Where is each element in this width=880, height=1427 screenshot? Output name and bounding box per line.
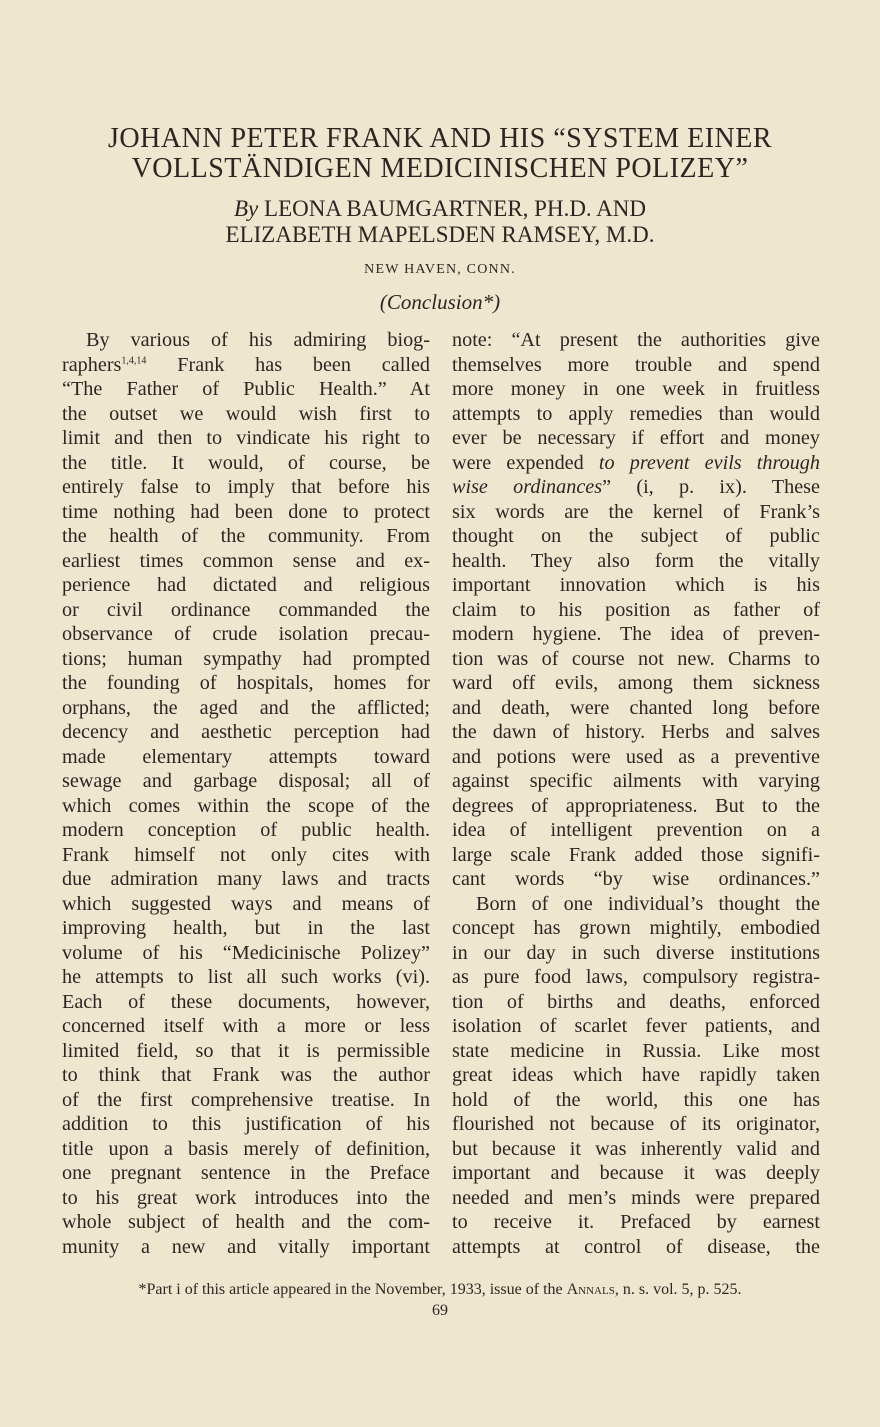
location: NEW HAVEN, CONN.: [364, 262, 516, 277]
text-line: which suggested ways and means of: [62, 892, 430, 915]
text-line: volume of his “Medicinische Polizey”: [62, 941, 430, 964]
text-line: decency and aesthetic perception had: [62, 721, 430, 743]
text-line: orphans, the aged and the afflicted;: [62, 696, 430, 719]
footnote-suffix: , n. s. vol. 5, p. 525.: [614, 1281, 742, 1298]
text-line: but because it was inherently valid and: [452, 1137, 820, 1160]
text-line: cant words “by wise ordinances.”: [452, 868, 820, 890]
text-line: as pure food laws, compulsory registra-: [452, 966, 820, 988]
text-line: modern conception of public health.: [62, 819, 430, 841]
text-line: observance of crude isolation precau-: [62, 623, 430, 645]
text-line: to think that Frank was the author: [62, 1064, 430, 1086]
text-line: hold of the world, this one has: [452, 1088, 820, 1111]
text-line: earliest times common sense and ex-: [62, 549, 430, 572]
text-line: or civil ordinance commanded the: [62, 598, 430, 621]
text-line: important and because it was deeply: [452, 1162, 820, 1184]
text-line: “The Father of Public Health.” At: [62, 378, 430, 400]
text-line: entirely false to imply that before his: [62, 476, 430, 498]
text-line: important innovation which is his: [452, 574, 820, 596]
text-line: modern hygiene. The idea of preven-: [452, 623, 820, 645]
text-line: the outset we would wish first to: [62, 402, 430, 425]
byline: [0, 196, 880, 248]
text-line: tion of births and deaths, enforced: [452, 990, 820, 1013]
text-line: the founding of hospitals, homes for: [62, 672, 430, 694]
text-line: more money in one week in fruitless: [452, 378, 820, 400]
text-line: thought on the subject of public: [452, 525, 820, 547]
text-line: isolation of scarlet fever patients, and: [452, 1015, 820, 1037]
text-fragment: were expended: [452, 451, 599, 474]
text-line: limited field, so that it is permissible: [62, 1039, 430, 1062]
italic-phrase: to prevent evils through: [598, 451, 820, 474]
text-line: Born of one individual’s thought the: [476, 892, 820, 915]
citation-superscript: 1,4,14: [121, 354, 147, 366]
text-line: idea of intelligent prevention on a: [452, 819, 820, 841]
italic-phrase: wise ordinances: [452, 476, 603, 498]
text-line: and potions were used as a preventive: [452, 745, 820, 768]
text-line: sewage and garbage disposal; all of: [62, 770, 430, 792]
text-line: whole subject of health and the com-: [62, 1211, 430, 1233]
text-line: of the first comprehensive treatise. In: [62, 1088, 430, 1111]
text-line: one pregnant sentence in the Preface: [62, 1162, 430, 1184]
authors-line-2: ELIZABETH MAPELSDEN RAMSEY, M.D.: [225, 222, 655, 247]
text-line: needed and men’s minds were prepared: [452, 1186, 820, 1209]
footnote-journal: Annals: [566, 1281, 615, 1298]
text-line: the title. It would, of course, be: [62, 451, 430, 474]
text-line: state medicine in Russia. Like most: [452, 1039, 820, 1062]
text-line: the health of the community. From: [62, 525, 430, 547]
text-line-with-italic: [452, 451, 820, 476]
text-line: health. They also form the vitally: [452, 549, 820, 572]
text-line: Each of these documents, however,: [62, 990, 430, 1013]
left-column: [62, 328, 430, 1259]
footnote-prefix: *Part i of this article appeared in the November, 1933, issue of the: [138, 1281, 567, 1298]
text-line: attempts at control of disease, the: [452, 1235, 820, 1258]
text-line: improving health, but in the last: [62, 917, 430, 939]
text-line: tions; human sympathy had prompted: [62, 647, 430, 670]
page-number: 69: [432, 1302, 448, 1319]
text-line: against specific ailments with varying: [452, 770, 820, 792]
text-line: to receive it. Prefaced by earnest: [452, 1211, 820, 1233]
text-line: flourished not because of its originator,: [452, 1113, 820, 1135]
text-line: attempts to apply remedies than would: [452, 402, 820, 425]
text-line: large scale Frank added those signifi-: [452, 843, 820, 866]
byline-by: By: [234, 196, 259, 221]
text-line: themselves more trouble and spend: [452, 353, 820, 376]
title-line-2: VOLLSTÄNDIGEN MEDICINISCHEN POLIZEY”: [131, 153, 749, 184]
text-line: great ideas which have rapidly taken: [452, 1064, 820, 1086]
text-line: to his great work introduces into the: [62, 1186, 430, 1209]
text-fragment: Frank has been called: [146, 353, 430, 376]
authors-line-1: LEONA BAUMGARTNER, PH.D. AND: [264, 196, 646, 221]
conclusion-label: (Conclusion*): [379, 290, 501, 314]
text-fragment: raphers: [62, 353, 122, 376]
text-line: title upon a basis merely of definition,: [62, 1137, 430, 1160]
text-line: in our day in such diverse institutions: [452, 941, 820, 964]
article-title: [0, 124, 880, 184]
text-line: claim to his position as father of: [452, 598, 820, 621]
text-line: six words are the kernel of Frank’s: [452, 500, 820, 523]
text-line: ever be necessary if effort and money: [452, 427, 820, 449]
text-line: wise ordinances” (i, p. ix). These: [452, 476, 820, 498]
text-line: concept has grown mightily, embodied: [452, 917, 820, 939]
text-line: made elementary attempts toward: [62, 745, 430, 768]
text-line: ward off evils, among them sickness: [452, 672, 820, 694]
text-line: degrees of appropriateness. But to the: [452, 794, 820, 817]
text-line-with-citation: [62, 353, 430, 378]
text-line: munity a new and vitally important: [62, 1235, 430, 1258]
text-line: Frank himself not only cites with: [62, 843, 430, 866]
text-line: time nothing had been done to protect: [62, 500, 430, 523]
text-line: note: “At present the authorities give: [452, 329, 820, 351]
text-line: perience had dictated and religious: [62, 574, 430, 596]
text-line: the dawn of history. Herbs and salves: [452, 721, 820, 743]
footnote: [0, 1281, 880, 1299]
text-line: tion was of course not new. Charms to: [452, 647, 820, 670]
text-line: limit and then to vindicate his right to: [62, 427, 430, 449]
title-line-1: JOHANN PETER FRANK AND HIS “SYSTEM EINER: [107, 123, 773, 154]
right-column: [452, 328, 820, 1259]
text-line: By various of his admiring biog-: [86, 329, 430, 351]
text-line: and death, were chanted long before: [452, 696, 820, 719]
text-line: concerned itself with a more or less: [62, 1015, 430, 1037]
text-line: addition to this justification of his: [62, 1113, 430, 1135]
text-line: due admiration many laws and tracts: [62, 868, 430, 890]
text-line: he attempts to list all such works (vi).: [62, 966, 430, 988]
text-line: which comes within the scope of the: [62, 794, 430, 817]
